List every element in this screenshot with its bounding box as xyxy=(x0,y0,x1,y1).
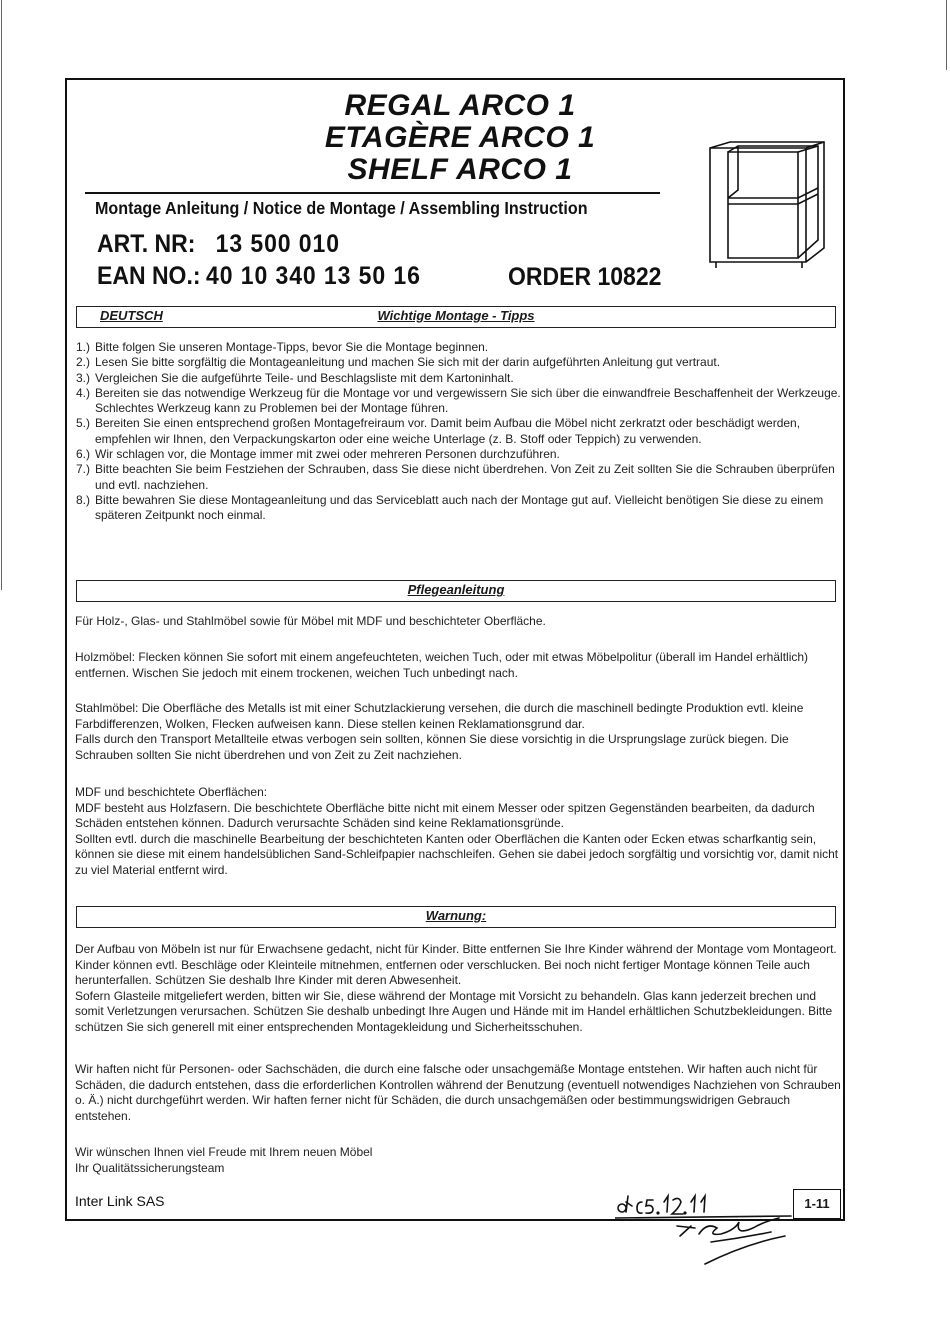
article-number-label: ART. NR: xyxy=(97,230,196,258)
warning-text-1: Der Aufbau von Möbeln ist nur für Erwachsene gedacht, nicht für Kinder. Bitte entfernen Sie Ihre Kinder während der Montage vom Montageort. Kinder können evtl. Beschläge oder Kleinteile mitnehmen, entfernen oder verschlucken. Bei noch nicht fertiger Montage können Teile auch herunterfallen. Schützen Sie deshalb Ihre Kinder mit deren Abwesenheit. xyxy=(75,942,837,988)
warning-text-2: Sofern Glasteile mitgeliefert werden, bitten wir Sie, diese während der Montage mit Vorsicht zu behandeln. Glas kann jederzeit brechen und somit Verletzungen verursachen. Schützen Sie deshalb unbedingt Ihre Augen und Hände mit im Handel erhältlichen Schutzbekleidungen. Bitte schützen Sie sich generell mit einer entsprechenden Montagekleidung und Sicherheitsschuhen. xyxy=(75,988,833,1034)
list-item: 3.) Vergleichen Sie die aufgeführte Teile- und Beschlagsliste mit dem Kartoninhalt. xyxy=(76,370,514,385)
warning-block-2 xyxy=(75,1062,845,1124)
care-intro xyxy=(75,614,845,630)
care-mdf-title: MDF und beschichtete Oberflächen: xyxy=(75,785,268,799)
liability-text: Wir haften nicht für Personen- oder Sachschäden, die durch eine falsche oder unsachgemäße Montage entstehen. Wir haften auch nicht für Schäden, die dadurch entstehen, dass die erforderlichen Kontrollen während der Benutzung (eventuell notwendiges Nachziehen von Schrauben o. Ä.) nicht durchgeführt werden. Wir haften ferner nicht für Schäden, die durch unsachgemäßen oder bestimmungswidrigen Gebrauch entstehen. xyxy=(75,1062,841,1123)
title-french: ETAGÈRE ARCO 1 xyxy=(324,121,596,154)
closing-wish: Wir wünschen Ihnen viel Freude mit Ihrem neuen Möbel xyxy=(75,1145,373,1159)
care-steel-text-2: Falls durch den Transport Metallteile etwas verbogen sein sollten, können Sie diese vorsichtig in die Ursprungslage zurück biegen. Die Schrauben sollten Sie nicht überdrehen und von Zeit zu Zeit nachziehen. xyxy=(75,732,789,762)
care-mdf-text-1: MDF besteht aus Holzfasern. Die beschichtete Oberfläche bitte nicht mit einem Messer oder spitzen Gegenständen bearbeiten, da dadurch Schäden entstehen können. Dadurch verursachte Schäden sind keine Reklamationsgründe. xyxy=(75,800,815,831)
list-item: 8.) Bitte bewahren Sie diese Montageanleitung und das Serviceblatt auch nach der Montage gut auf. Vielleicht benötigen Sie diese zu einem späteren Zeitpunkt noch einmal. xyxy=(76,492,824,523)
title-german: REGAL ARCO 1 xyxy=(344,89,576,122)
title-rule xyxy=(85,192,660,194)
list-item: 6.) Wir schlagen vor, die Montage immer mit zwei oder mehreren Personen durchzuführen. xyxy=(76,447,560,462)
care-steel xyxy=(75,701,845,763)
care-wood-text: Holzmöbel: Flecken können Sie sofort mit einem angefeuchteten, weichen Tuch, oder mit etwas Möbelpolitur (überall im Handel erhältlich) entfernen. Wischen Sie jedoch mit einem trockenen, weichen Tuch unbedingt nach. xyxy=(75,650,809,680)
care-mdf xyxy=(75,785,845,879)
tips-section-header xyxy=(76,306,836,328)
subtitle: Montage Anleitung / Notice de Montage / Assembling Instruction xyxy=(95,198,588,218)
warning-block-1 xyxy=(75,942,845,1036)
list-item: 4.) Bereiten sie das notwendige Werkzeug für die Montage vor und vergewissern Sie sich über die einwandfreie Beschaffenheit der Werkzeuge. Schlechtes Werkzeug kann zu Problemen bei der Montage führen. xyxy=(76,385,841,416)
order-number: ORDER 10822 xyxy=(508,263,662,291)
list-item: 5.) Bereiten Sie einen entsprechend großen Montagefreiraum vor. Damit beim Aufbau die Möbel nicht zerkratzt oder beschädigt werden, empfehlen wir Ihnen, den Verpackungskarton oder eine weiche Unterlage (z. B. Stoff oder Teppich) zu verwenden. xyxy=(76,416,801,446)
article-number-value: 13 500 010 xyxy=(215,230,340,258)
care-heading: Pflegeanleitung xyxy=(407,582,505,597)
title-english: SHELF ARCO 1 xyxy=(347,153,573,186)
shelf-illustration xyxy=(706,140,830,270)
handwritten-signature xyxy=(615,1188,795,1278)
care-wood xyxy=(75,650,845,681)
company-name: Inter Link SAS xyxy=(75,1193,165,1209)
language-label: DEUTSCH xyxy=(100,308,163,323)
list-item: 7.) Bitte beachten Sie beim Festziehen der Schrauben, dass Sie diese nicht überdrehen. Von Zeit zu Zeit sollten Sie die Schrauben überprüfen und evtl. nachziehen. xyxy=(76,462,835,492)
tips-heading: Wichtige Montage - Tipps xyxy=(377,308,535,323)
right-margin-mark xyxy=(946,0,947,70)
closing-block xyxy=(75,1145,845,1176)
page-number: 1-11 xyxy=(793,1189,841,1219)
list-item: 1.) Bitte folgen Sie unseren Montage-Tipps, bevor Sie die Montage beginnen. xyxy=(76,340,489,354)
list-item: 2.) Lesen Sie bitte sorgfältig die Montageanleitung und machen Sie sich mit der darin aufgeführten Anleitung gut vertraut. xyxy=(76,355,721,370)
ean-label: EAN NO.: xyxy=(97,262,201,290)
warning-section-header xyxy=(76,906,836,928)
left-margin-mark xyxy=(1,0,2,590)
care-intro-text: Für Holz-, Glas- und Stahlmöbel sowie für Möbel mit MDF und beschichteter Oberfläche. xyxy=(75,614,546,628)
care-mdf-text-2: Sollten evtl. durch die maschinelle Bearbeitung der beschichteten Kanten oder Oberflächen die Kanten oder Ecken etwas scharfkantig sein, können sie diese mit einem handelsüblichen Sand-Schleifpapier nachschleifen. Gehen sie dabei jedoch sorgfältig und vorsichtig vor, damit nicht zu viel Material entfernt wird. xyxy=(75,831,839,877)
title-block xyxy=(300,90,620,186)
ean-line xyxy=(97,262,421,291)
care-section-header xyxy=(76,580,836,602)
tips-list xyxy=(76,340,846,524)
care-steel-text-1: Stahlmöbel: Die Oberfläche des Metalls ist mit einer Schutzlackierung versehen, die durch die maschinell bedingte Produktion evtl. kleine Farbdifferenzen, Wolken, Flecken aufweisen kann. Diese stellen keinen Reklamationsgrund dar. xyxy=(75,701,804,731)
ean-value: 40 10 340 13 50 16 xyxy=(206,262,421,290)
warning-heading: Warnung: xyxy=(425,908,487,923)
article-number-line xyxy=(97,230,340,259)
closing-team: Ihr Qualitätssicherungsteam xyxy=(75,1160,225,1175)
